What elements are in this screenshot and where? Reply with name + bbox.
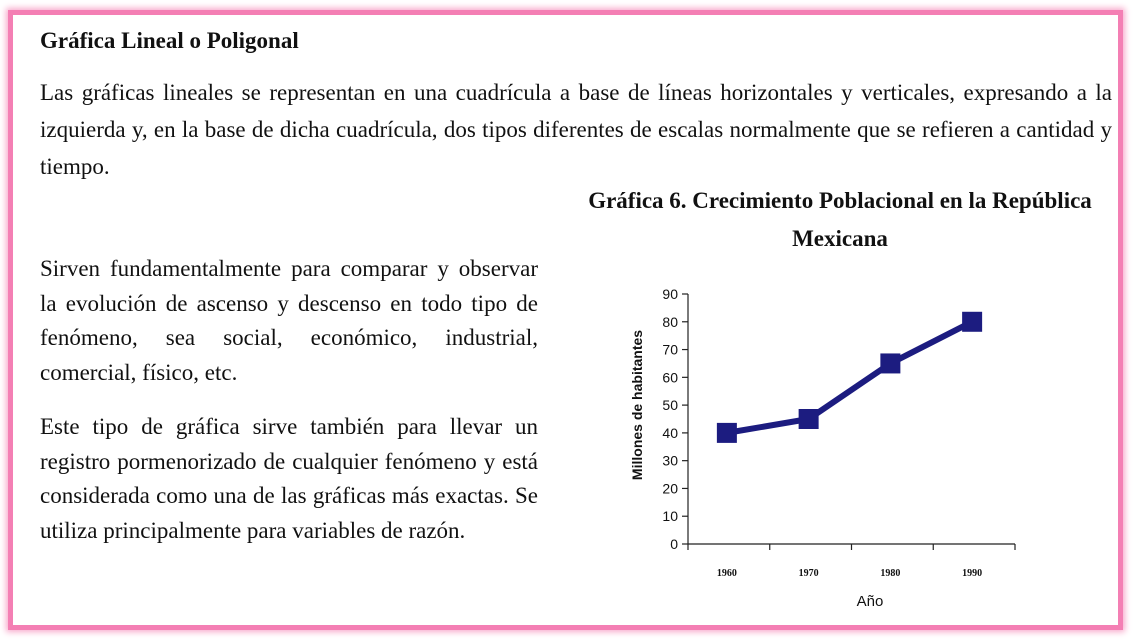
series — [717, 312, 982, 443]
x-axis — [688, 544, 1015, 579]
line-chart — [620, 280, 1040, 615]
y-tick-label: 90 — [662, 286, 678, 302]
y-tick-label: 80 — [662, 313, 678, 330]
y-tick-label: 50 — [662, 397, 678, 414]
x-tick-label: 1990 — [962, 568, 983, 579]
y-tick-label: 30 — [662, 452, 678, 469]
x-tick-label: 1960 — [716, 568, 737, 579]
y-tick-label: 20 — [662, 480, 678, 497]
x-tick-label: 1980 — [880, 568, 901, 579]
data-point-marker — [717, 423, 737, 443]
chart-title: Gráfica 6. Crecimiento Poblacional en la República Mexicana — [588, 188, 1092, 251]
y-tick-label: 0 — [670, 536, 678, 552]
y-tick-label: 70 — [662, 341, 678, 358]
data-point-marker — [799, 409, 819, 429]
y-axis — [662, 286, 688, 552]
series-line — [727, 322, 972, 433]
section-heading: Gráfica Lineal o Poligonal — [40, 28, 299, 53]
data-point-marker — [962, 312, 982, 332]
y-axis-label: Millones de habitantes — [629, 329, 645, 481]
body-paragraph-2: Este tipo de gráfica sirve también para llevar un registro pormenorizado de cualquier fenómeno y está considerada como una de las gráficas más exactas. Se utiliza principalmente para variables de razón. — [40, 414, 538, 543]
data-point-marker — [880, 353, 900, 373]
intro-paragraph: Las gráficas lineales se representan en una cuadrícula a base de líneas horizontales y verticales, expresando a la izquierda y, en la base de dicha cuadrícula, dos tipos diferentes de escalas normalmente que se refieren a cantidad y tiempo. — [40, 80, 1112, 179]
y-tick-label: 40 — [662, 424, 678, 441]
y-tick-label: 60 — [662, 369, 678, 386]
body-paragraph-1: Sirven fundamentalmente para comparar y observar la evolución de ascenso y descenso en todo tipo de fenómeno, sea social, económico, industrial, comercial, físico, etc. — [40, 256, 538, 385]
x-tick-label: 1970 — [798, 568, 819, 579]
x-axis-label: Año — [856, 593, 884, 610]
y-tick-label: 10 — [662, 508, 678, 525]
